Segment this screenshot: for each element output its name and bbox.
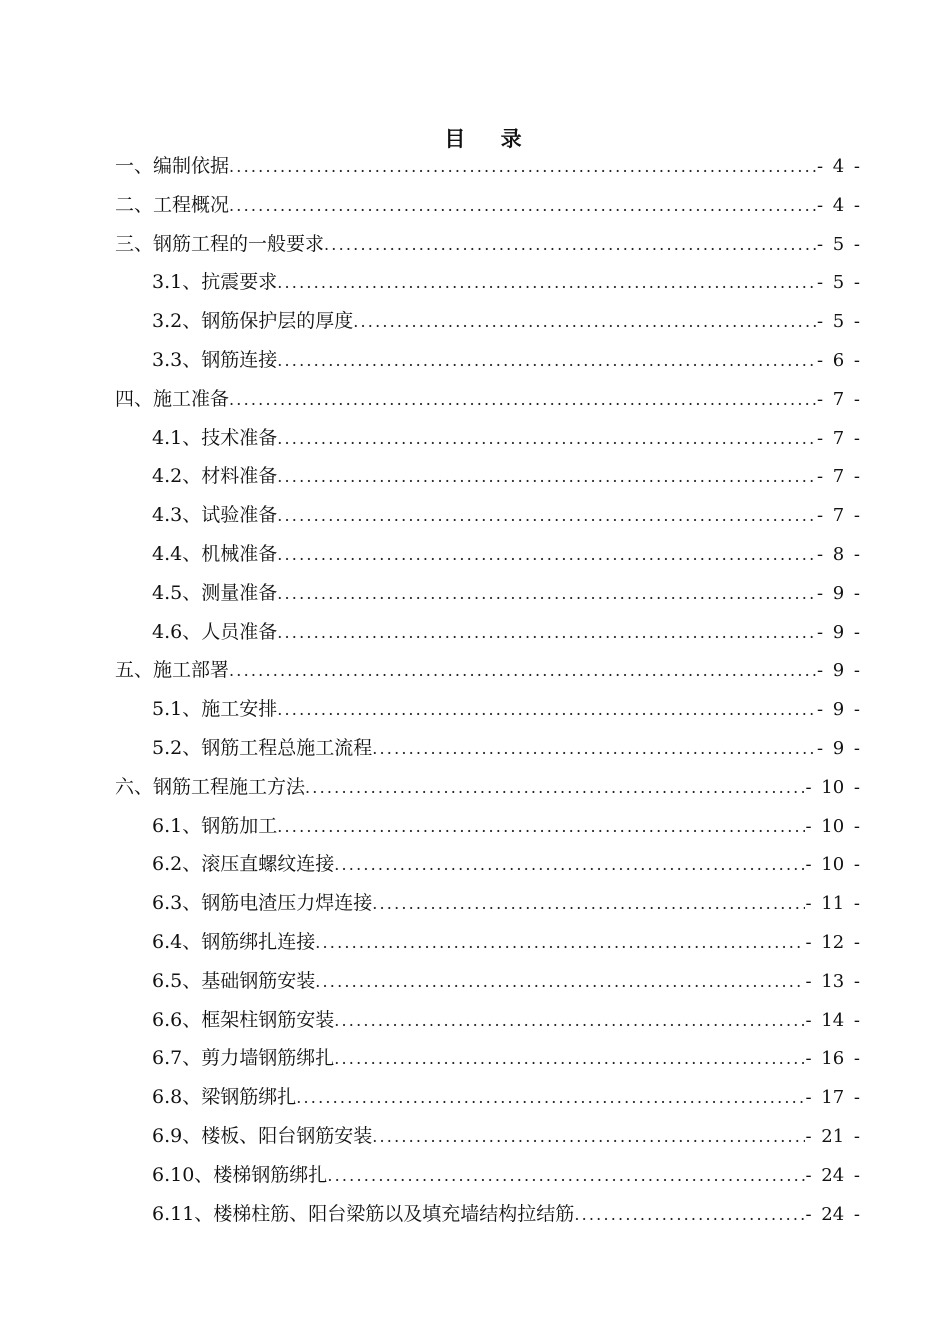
toc-page-number: - 5 - [816, 233, 860, 255]
dot-leader [277, 575, 817, 613]
toc-entry-text: 4.4、机械准备 [152, 542, 278, 565]
toc-entry[interactable] [115, 768, 860, 807]
toc-entry[interactable] [115, 923, 860, 962]
dot-leader [229, 148, 817, 186]
dot-leader [277, 420, 817, 458]
toc-entry-text: 6.11、楼梯柱筋、阳台梁筋以及填充墙结构拉结筋 [152, 1202, 575, 1225]
toc-page-number: - 7 - [816, 466, 860, 488]
toc-entry-text: 四、施工准备 [115, 387, 230, 410]
toc-entry-text: 3.1、抗震要求 [152, 271, 278, 294]
dot-leader [277, 691, 817, 729]
toc-entry-text: 6.5、基础钢筋安装 [152, 969, 316, 992]
toc-entry[interactable] [115, 457, 860, 496]
toc-entry-text: 4.1、技术准备 [152, 426, 278, 449]
toc-page-number: - 12 - [805, 931, 860, 953]
dot-leader [277, 536, 817, 574]
toc-page-number: - 24 - [805, 1164, 860, 1186]
toc-entry[interactable] [115, 962, 860, 1001]
toc-entry-text: 6.7、剪力墙钢筋绑扎 [152, 1047, 335, 1070]
toc-entry-text: 6.6、框架柱钢筋安装 [152, 1008, 335, 1031]
dot-leader [327, 1157, 805, 1195]
toc-entry[interactable] [115, 535, 860, 574]
toc-entry-text: 3.2、钢筋保护层的厚度 [152, 310, 354, 333]
toc-entry[interactable] [115, 1001, 860, 1040]
toc-entry[interactable] [115, 574, 860, 613]
toc-entry[interactable] [115, 147, 860, 186]
toc-entry[interactable] [115, 225, 860, 264]
toc-page-number: - 10 - [805, 815, 860, 837]
toc-entry[interactable] [115, 807, 860, 846]
toc-page-number: - 9 - [816, 660, 860, 682]
toc-entry-text: 6.4、钢筋绑扎连接 [152, 930, 316, 953]
toc-page-number: - 16 - [805, 1048, 860, 1070]
toc-entry[interactable] [115, 263, 860, 302]
dot-leader [277, 342, 817, 380]
toc-page-number: - 7 - [816, 505, 860, 527]
dot-leader [315, 963, 805, 1001]
toc-page-number: - 11 - [805, 893, 860, 915]
toc-entry-text: 6.9、楼板、阳台钢筋安装 [152, 1124, 373, 1147]
toc-list [115, 147, 860, 1233]
toc-page-number: - 4 - [816, 156, 860, 177]
toc-page-number: - 4 - [816, 194, 860, 216]
toc-entry[interactable] [115, 496, 860, 535]
dot-leader [229, 187, 817, 225]
toc-entry-text: 3.3、钢筋连接 [152, 348, 278, 371]
toc-page-number: - 5 - [816, 272, 860, 294]
toc-entry-text: 6.10、楼梯钢筋绑扎 [152, 1163, 328, 1186]
toc-page-number: - 9 - [816, 621, 860, 643]
toc-entry[interactable] [115, 186, 860, 225]
toc-page-number: - 10 - [805, 854, 860, 876]
toc-entry[interactable] [115, 1195, 860, 1234]
toc-entry[interactable] [115, 729, 860, 768]
dot-leader [372, 730, 817, 768]
toc-entry[interactable] [115, 1078, 860, 1117]
toc-entry[interactable] [115, 651, 860, 690]
dot-leader [574, 1196, 805, 1234]
dot-leader [296, 1079, 805, 1117]
toc-entry-text: 三、钢筋工程的一般要求 [115, 232, 325, 255]
dot-leader [277, 458, 817, 496]
toc-page-number: - 6 - [816, 349, 860, 371]
toc-entry-text: 二、工程概况 [115, 193, 230, 216]
toc-page-number: - 14 - [805, 1009, 860, 1031]
toc-entry[interactable] [115, 845, 860, 884]
toc-page-number: - 8 - [816, 543, 860, 565]
toc-entry-text: 五、施工部署 [115, 659, 230, 682]
toc-entry-text: 6.8、梁钢筋绑扎 [152, 1086, 297, 1109]
toc-entry[interactable] [115, 613, 860, 652]
toc-entry-text: 4.2、材料准备 [152, 465, 278, 488]
toc-entry[interactable] [115, 1117, 860, 1156]
toc-entry[interactable] [115, 380, 860, 419]
toc-page-number: - 13 - [805, 970, 860, 992]
dot-leader [315, 924, 805, 962]
dot-leader [277, 808, 805, 846]
toc-entry-text: 一、编制依据 [115, 155, 230, 177]
toc-entry[interactable] [115, 1039, 860, 1078]
dot-leader [324, 226, 817, 264]
toc-page-number: - 21 - [805, 1125, 860, 1147]
dot-leader [277, 497, 817, 535]
toc-page-number: - 9 - [816, 582, 860, 604]
dot-leader [229, 652, 817, 690]
dot-leader [229, 381, 817, 419]
toc-entry-text: 5.2、钢筋工程总施工流程 [152, 736, 373, 759]
dot-leader [334, 846, 805, 884]
toc-entry[interactable] [115, 884, 860, 923]
toc-entry[interactable] [115, 690, 860, 729]
toc-entry[interactable] [115, 1156, 860, 1195]
toc-page-number: - 17 - [805, 1087, 860, 1109]
toc-page-number: - 5 - [816, 311, 860, 333]
toc-entry-text: 6.1、钢筋加工 [152, 814, 278, 837]
dot-leader [372, 1118, 805, 1156]
toc-entry[interactable] [115, 419, 860, 458]
dot-leader [353, 303, 817, 341]
dot-leader [277, 264, 817, 302]
toc-page-number: - 9 - [816, 737, 860, 759]
dot-leader [372, 885, 805, 923]
toc-page-number: - 9 - [816, 699, 860, 721]
toc-entry-text: 4.5、测量准备 [152, 581, 278, 604]
dot-leader [277, 614, 817, 652]
toc-page-number: - 7 - [816, 388, 860, 410]
dot-leader [305, 769, 805, 807]
toc-entry[interactable] [115, 302, 860, 341]
toc-page-number: - 24 - [805, 1203, 860, 1225]
dot-leader [334, 1002, 805, 1040]
toc-entry-text: 6.2、滚压直螺纹连接 [152, 853, 335, 876]
toc-entry-text: 六、钢筋工程施工方法 [115, 775, 306, 798]
toc-page-number: - 7 - [816, 427, 860, 449]
dot-leader [334, 1040, 805, 1078]
toc-page-number: - 10 - [805, 776, 860, 798]
toc-entry-text: 5.1、施工安排 [152, 698, 278, 721]
toc-entry-text: 6.3、钢筋电渣压力焊连接 [152, 892, 373, 915]
toc-entry[interactable] [115, 341, 860, 380]
toc-entry-text: 4.6、人员准备 [152, 620, 278, 643]
toc-title: 目 录 [444, 126, 536, 151]
toc-entry-text: 4.3、试验准备 [152, 504, 278, 527]
